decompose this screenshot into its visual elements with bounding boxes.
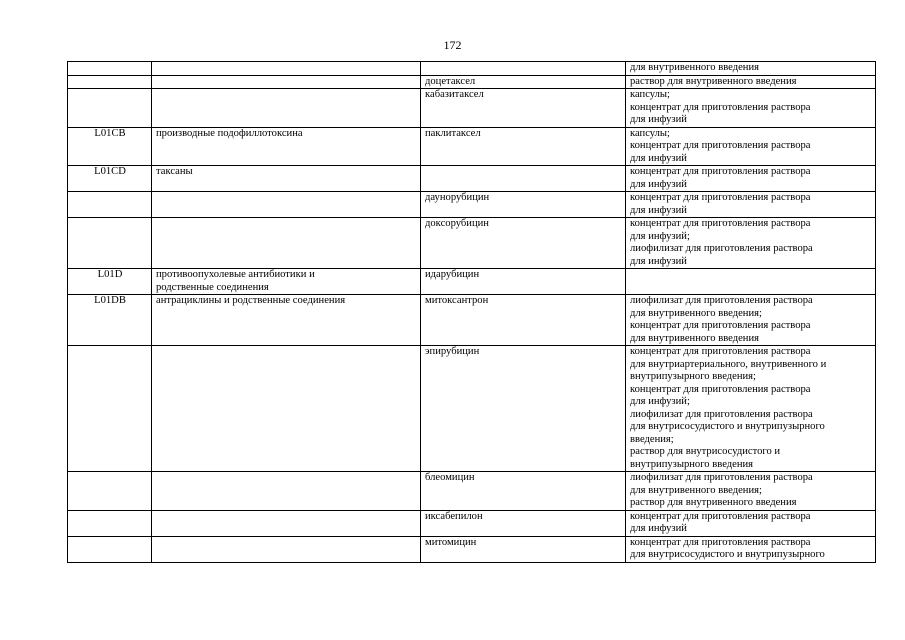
drug-name-cell: паклитаксел — [421, 127, 626, 166]
drug-name-cell: блеомицин — [421, 472, 626, 511]
dosage-form-cell: концентрат для приготовления раствора для внутриартериального, внутривенного и внутрипузырного введения; концентрат для приготовления раствора для инфузий; лиофилизат для приготовления раствора для внутрисосудистого и внутрипузырного введения; раствор для внутрисосудистого и внутрипузырного введения — [626, 346, 876, 472]
atc-code-cell — [68, 536, 152, 562]
drug-name-cell: эпирубицин — [421, 346, 626, 472]
dosage-form-cell: концентрат для приготовления раствора для внутрисосудистого и внутрипузырного — [626, 536, 876, 562]
drug-name-cell — [421, 62, 626, 76]
atc-code-cell — [68, 62, 152, 76]
dosage-form-cell: концентрат для приготовления раствора для инфузий; лиофилизат для приготовления раствора для инфузий — [626, 218, 876, 269]
table-row — [68, 218, 876, 269]
atc-code-cell — [68, 192, 152, 218]
dosage-form-cell: раствор для внутривенного введения — [626, 75, 876, 89]
drug-name-cell: идарубицин — [421, 269, 626, 295]
table-row — [68, 510, 876, 536]
dosage-form-cell — [626, 269, 876, 295]
group-name-cell: производные подофиллотоксина — [152, 127, 421, 166]
page-number: 172 — [443, 38, 462, 52]
drug-name-cell: доксорубицин — [421, 218, 626, 269]
atc-code-cell — [68, 218, 152, 269]
table-row — [68, 269, 876, 295]
group-name-cell — [152, 510, 421, 536]
atc-code-cell: L01D — [68, 269, 152, 295]
table-row — [68, 62, 876, 76]
dosage-form-cell: лиофилизат для приготовления раствора для внутривенного введения; раствор для внутривенного введения — [626, 472, 876, 511]
atc-code-cell: L01CD — [68, 166, 152, 192]
dosage-form-cell: концентрат для приготовления раствора для инфузий — [626, 192, 876, 218]
group-name-cell — [152, 218, 421, 269]
atc-code-cell — [68, 75, 152, 89]
atc-code-cell — [68, 510, 152, 536]
table-row — [68, 472, 876, 511]
group-name-cell — [152, 192, 421, 218]
group-name-cell — [152, 536, 421, 562]
table-row — [68, 536, 876, 562]
drug-name-cell: иксабепилон — [421, 510, 626, 536]
table-row — [68, 346, 876, 472]
atc-code-cell — [68, 472, 152, 511]
atc-code-cell: L01CB — [68, 127, 152, 166]
dosage-form-cell: капсулы; концентрат для приготовления раствора для инфузий — [626, 89, 876, 128]
drug-name-cell: митоксантрон — [421, 295, 626, 346]
atc-code-cell: L01DB — [68, 295, 152, 346]
group-name-cell: антрациклины и родственные соединения — [152, 295, 421, 346]
table-row — [68, 89, 876, 128]
dosage-form-cell: концентрат для приготовления раствора для инфузий — [626, 510, 876, 536]
table-body — [68, 62, 876, 563]
dosage-form-cell: концентрат для приготовления раствора для инфузий — [626, 166, 876, 192]
group-name-cell — [152, 62, 421, 76]
dosage-form-cell: для внутривенного введения — [626, 62, 876, 76]
drug-name-cell: даунорубицин — [421, 192, 626, 218]
drug-name-cell: доцетаксел — [421, 75, 626, 89]
atc-code-cell — [68, 346, 152, 472]
drug-table — [67, 61, 876, 563]
dosage-form-cell: лиофилизат для приготовления раствора для внутривенного введения; концентрат для приготовления раствора для внутривенного введения — [626, 295, 876, 346]
group-name-cell: противоопухолевые антибиотики и родственные соединения — [152, 269, 421, 295]
group-name-cell — [152, 75, 421, 89]
group-name-cell — [152, 346, 421, 472]
drug-name-cell: кабазитаксел — [421, 89, 626, 128]
table-row — [68, 192, 876, 218]
table-row — [68, 166, 876, 192]
group-name-cell: таксаны — [152, 166, 421, 192]
atc-code-cell — [68, 89, 152, 128]
drug-name-cell — [421, 166, 626, 192]
dosage-form-cell: капсулы; концентрат для приготовления раствора для инфузий — [626, 127, 876, 166]
group-name-cell — [152, 472, 421, 511]
table-row — [68, 127, 876, 166]
table-row — [68, 295, 876, 346]
group-name-cell — [152, 89, 421, 128]
drug-name-cell: митомицин — [421, 536, 626, 562]
table-row — [68, 75, 876, 89]
